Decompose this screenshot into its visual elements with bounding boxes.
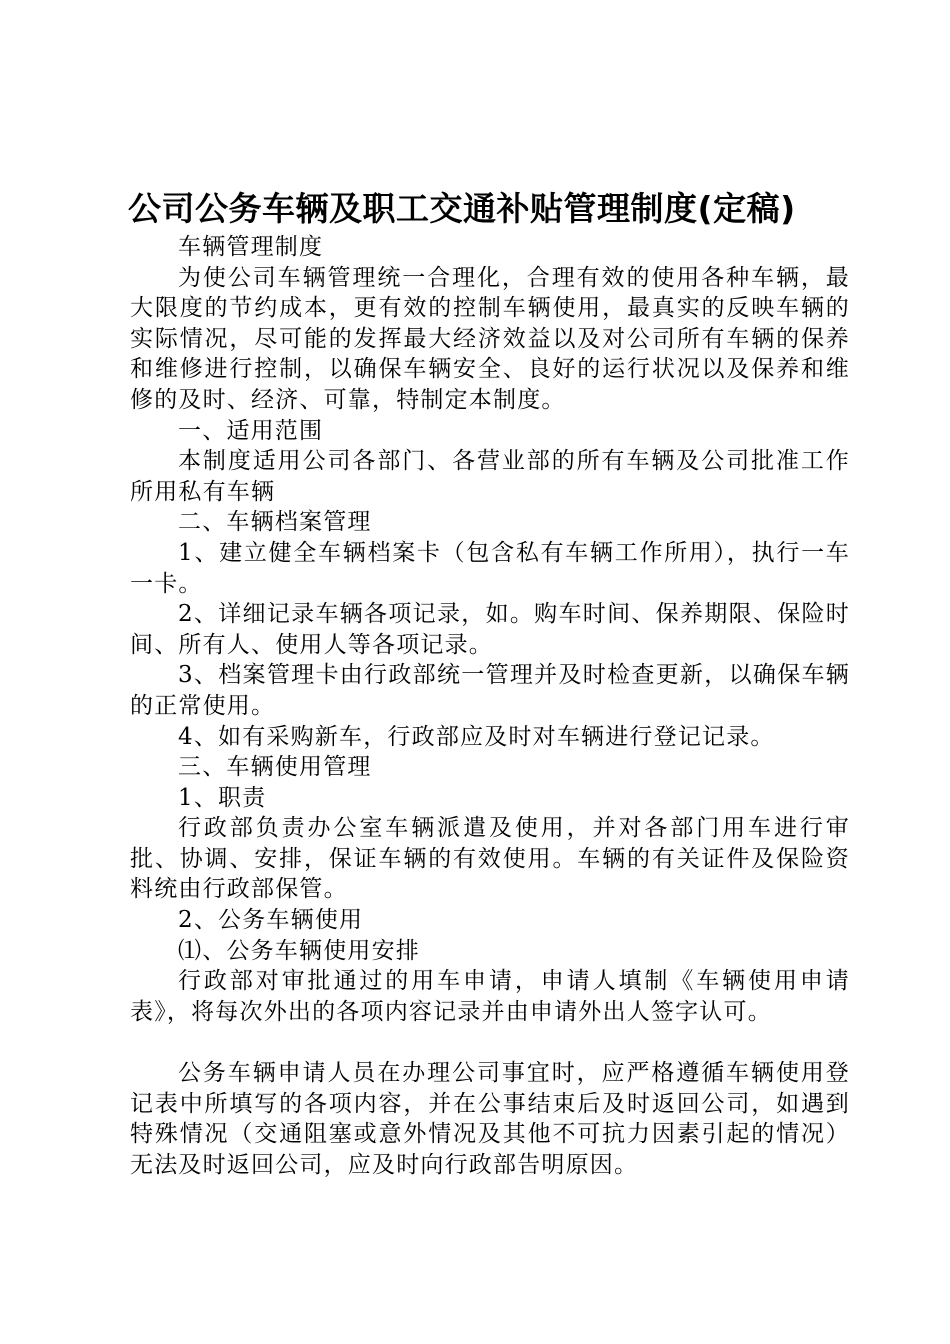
subheading-use-arrangement: ⑴、公务车辆使用安排	[178, 937, 420, 964]
paragraph-use-application: 行政部对审批通过的用车申请，申请人填制《车辆使用申请表》，将每次外出的各项内容记录并由申请外出人签字认可。	[130, 968, 850, 1025]
paragraph-archive-item-2: 2、详细记录车辆各项记录，如。购车时间、保养期限、保险时间、所有人、使用人等各项记录。	[130, 601, 850, 658]
section-heading-vehicle-management: 车辆管理制度	[178, 234, 324, 260]
paragraph-applicant-rules: 公务车辆申请人员在办理公司事宜时，应严格遵循车辆使用登记表中所填写的各项内容，并在公事结束后及时返回公司，如遇到特殊情况（交通阻塞或意外情况及其他不可抗力因素引起的情况）无法及时返回公司，应及时向行政部告明原因。	[130, 1060, 850, 1178]
section-heading-usage-management: 三、车辆使用管理	[178, 754, 372, 781]
paragraph-archive-item-1: 1、建立健全车辆档案卡（包含私有车辆工作所用），执行一车一卡。	[130, 539, 850, 597]
paragraph-archive-item-4: 4、如有采购新车，行政部应及时对车辆进行登记记录。	[178, 723, 775, 750]
document-page	[130, 186, 850, 1180]
section-heading-archive-management: 二、车辆档案管理	[178, 509, 372, 536]
document-title: 公司公务车辆及职工交通补贴管理制度(定稿)	[128, 189, 796, 228]
paragraph-archive-item-3: 3、档案管理卡由行政部统一管理并及时检查更新，以确保车辆的正常使用。	[130, 662, 850, 719]
blank-line	[130, 1027, 850, 1058]
section-heading-scope: 一、适用范围	[178, 417, 324, 444]
paragraph-responsibility: 行政部负责办公室车辆派遣及使用，并对各部门用车进行审批、协调、安排，保证车辆的有效使用。车辆的有关证件及保险资料统由行政部保管。	[130, 815, 850, 903]
paragraph-purpose: 为使公司车辆管理统一合理化，合理有效的使用各种车辆，最大限度的节约成本，更有效的控制车辆使用，最真实的反映车辆的实际情况，尽可能的发挥最大经济效益以及对公司所有车辆的保养和维修进行控制，以确保车辆安全、良好的运行状况以及保养和维修的及时、经济、可靠，特制定本制度。	[130, 264, 850, 413]
paragraph-scope: 本制度适用公司各部门、各营业部的所有车辆及公司批准工作所用私有车辆	[130, 448, 850, 505]
subheading-responsibility: 1、职责	[178, 784, 267, 811]
subheading-official-vehicle-use: 2、公务车辆使用	[178, 907, 364, 934]
